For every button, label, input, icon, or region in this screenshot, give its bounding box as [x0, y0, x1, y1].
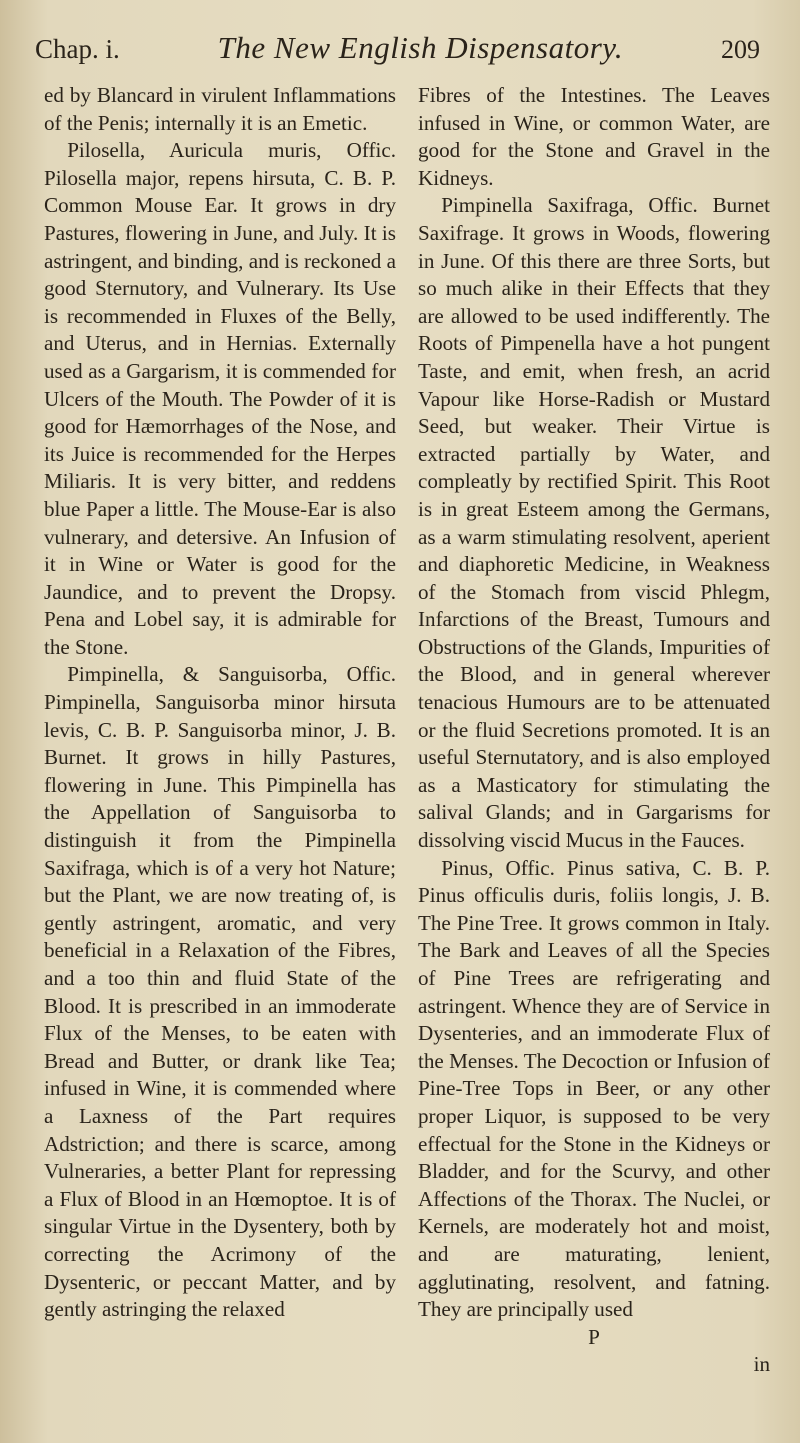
running-header — [35, 30, 760, 66]
paragraph: ed by Blancard in virulent Inflammations of the Penis; internally it is an Emetic. — [44, 83, 396, 135]
catchword: in — [753, 1352, 770, 1377]
left-column — [44, 82, 396, 1379]
paragraph: Fibres of the Intestines. The Leaves infused in Wine, or common Water, are good for the Stone and Gravel in the Kidneys. — [418, 83, 770, 190]
text-columns — [44, 82, 770, 1379]
paragraph: Pimpinella, & Sanguisorba, Offic. Pimpinella, Sanguisorba minor hirsuta levis, C. B. P. Sanguisorba minor, J. B. Burnet. It grows in hilly Pastures, flowering in June. This Pimpinella has the Appellation of Sanguisorba to distinguish it from the Pimpinella Saxifraga, which is of a very hot Nature; but the Plant, we are now treating of, is gently astringent, aromatic, and very beneficial in a Relaxation of the Fibres, and a too thin and fluid State of the Blood. It is prescribed in an immoderate Flux of the Menses, to be eaten with Bread and Butter, or drank like Tea; infused in Wine, it is commended where a Laxness of the Part requires Adstriction; and there is scarce, among Vulneraries, a better Plant for repressing a Flux of Blood in an Hœmoptoe. It is of singular Virtue in the Dysentery, both by correcting the Acrimony of the Dysenteric, or peccant Matter, and by gently astringing the relaxed — [44, 662, 396, 1322]
signature-mark: P — [588, 1324, 600, 1349]
right-column — [418, 82, 770, 1379]
paragraph: Pimpinella Saxifraga, Offic. Burnet Saxifrage. It grows in Woods, flowering in June. Of this there are three Sorts, but so much alike in their Effects that they are allowed to be used indifferently. The Roots of Pimpenella have a hot pungent Taste, and emit, when fresh, an acrid Vapour like Horse-Radish or Mustard Seed, but weaker. Their Virtue is extracted partially by Water, and compleatly by rectified Spirit. This Root is in great Esteem among the Germans, as a warm stimulating resolvent, aperient and diaphoretic Medicine, in Weakness of the Stomach from viscid Phlegm, Infarctions of the Breast, Tumours and Obstructions of the Glands, Impurities of the Blood, and in general wherever tenacious Humours are to be attenuated or the fluid Secretions promoted. It is an useful Sternutatory, and is also employed as a Masticatory for stimulating the salival Glands; and in Gargarisms for dissolving viscid Mucus in the Fauces. — [418, 193, 770, 853]
paragraph: Pinus, Offic. Pinus sativa, C. B. P. Pinus officulis duris, foliis longis, J. B. The Pine Tree. It grows common in Italy. The Bark and Leaves of all the Species of Pine Trees are refrigerating and astringent. Whence they are of Service in Dysenteries, and an immoderate Flux of the Menses. The Decoction or Infusion of Pine-Tree Tops in Beer, or any other proper Liquor, is supposed to be very effectual for the Stone in the Kidneys or Bladder, and for the Scurvy, and other Affections of the Thorax. The Nuclei, or Kernels, are moderately hot and moist, and are maturating, lenient, agglutinating, resolvent, and fatning. They are principally used — [418, 855, 770, 1322]
running-title: The New English Dispensatory. — [217, 30, 624, 65]
chapter-label: Chap. i. — [35, 34, 120, 64]
paragraph: Pilosella, Auricula muris, Offic. Pilosella major, repens hirsuta, C. B. P. Common Mouse Ear. It grows in dry Pastures, flowering in June, and July. It is astringent, and binding, and is reckoned a good Sternutory, and Vulnerary. Its Use is recommended in Fluxes of the Belly, and Uterus, and in Hernias. Externally used as a Gargarism, it is commended for Ulcers of the Mouth. The Powder of it is good for Hæmorrhages of the Nose, and its Juice is recommended for the Herpes Miliaris. It is very bitter, and reddens blue Paper a little. The Mouse-Ear is also vulnerary, and detersive. An Infusion of it in Wine or Water is good for the Jaundice, and to prevent the Dropsy. Pena and Lobel say, it is admirable for the Stone. — [44, 138, 396, 659]
page-number: 209 — [720, 35, 760, 64]
